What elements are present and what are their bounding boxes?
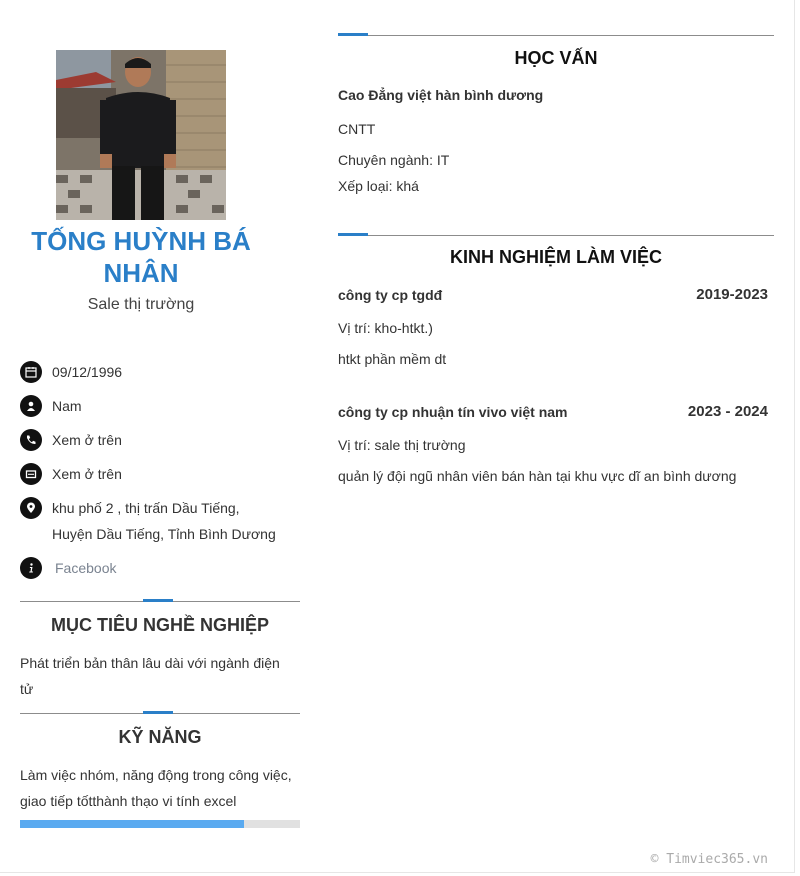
skill-level-fill	[20, 820, 244, 828]
person-photo	[56, 50, 226, 220]
calendar-icon	[20, 361, 42, 383]
job-1-description: htkt phần mềm dt	[338, 351, 447, 367]
job-2-period: 2023 - 2024	[687, 403, 768, 420]
info-icon	[20, 557, 42, 579]
skills-text	[20, 762, 300, 814]
job-title: Sale thị trường	[87, 296, 195, 313]
email-value: Xem ở trên	[52, 466, 122, 482]
education-major: Chuyên ngành: IT	[338, 152, 450, 168]
job-1-company: công ty cp tgdđ	[338, 287, 443, 303]
section-accent	[143, 711, 173, 714]
avatar	[56, 50, 226, 220]
section-accent	[143, 599, 173, 602]
job-2-description: quản lý đội ngũ nhân viên bán hàn tại khu vực dĩ an bình dương	[338, 468, 737, 484]
social-row	[20, 557, 116, 581]
job-2-position: Vị trí: sale thị trường	[338, 437, 466, 453]
section-accent	[338, 233, 368, 236]
job-1-period: 2019-2023	[696, 286, 768, 303]
education-grade: Xếp loại: khá	[338, 178, 419, 194]
location-icon	[20, 497, 42, 519]
address-line-1: khu phố 2 , thị trấn Dầu Tiếng,	[52, 500, 240, 516]
email-row	[20, 463, 122, 487]
objective-line-1: Phát triển bản thân lâu dài với ngành điện	[20, 655, 280, 671]
address-row	[20, 497, 276, 547]
skills-line-2: giao tiếp tốtthành thạo vi tính excel	[20, 793, 237, 809]
education-title: HỌC VẤN	[514, 48, 598, 68]
phone-row	[20, 429, 122, 453]
objective-line-2: tử	[20, 681, 34, 697]
job-1-position: Vị trí: kho-htkt.)	[338, 320, 433, 336]
objective-title: MỤC TIÊU NGHỀ NGHIỆP	[50, 615, 269, 635]
education-school: Cao Đẳng việt hàn bình dương	[338, 87, 544, 103]
address-value	[52, 495, 276, 547]
section-accent	[338, 33, 368, 36]
email-icon	[20, 463, 42, 485]
phone-icon	[20, 429, 42, 451]
experience-title: KINH NGHIỆM LÀM VIỆC	[449, 247, 662, 267]
candidate-name: TỐNG HUỲNH BÁ NHÂN	[31, 226, 251, 288]
gender-value: Nam	[52, 398, 82, 414]
skills-title: KỸ NĂNG	[118, 727, 202, 747]
birthday-value: 09/12/1996	[52, 364, 123, 380]
skills-line-1: Làm việc nhóm, năng động trong công việc,	[20, 767, 292, 783]
gender-row	[20, 395, 82, 419]
section-divider	[338, 235, 774, 236]
section-divider	[338, 35, 774, 36]
objective-text	[20, 650, 300, 702]
gender-icon	[20, 395, 42, 417]
job-2-company: công ty cp nhuận tín vivo việt nam	[338, 404, 568, 420]
skill-level-bar	[20, 820, 300, 828]
phone-value: Xem ở trên	[52, 432, 122, 448]
education-degree: CNTT	[338, 121, 376, 137]
watermark: © Timviec365.vn	[650, 852, 768, 867]
facebook-link[interactable]: Facebook	[55, 560, 117, 576]
address-line-2: Huyện Dầu Tiếng, Tỉnh Bình Dương	[52, 526, 276, 542]
birthday-row	[20, 361, 122, 385]
